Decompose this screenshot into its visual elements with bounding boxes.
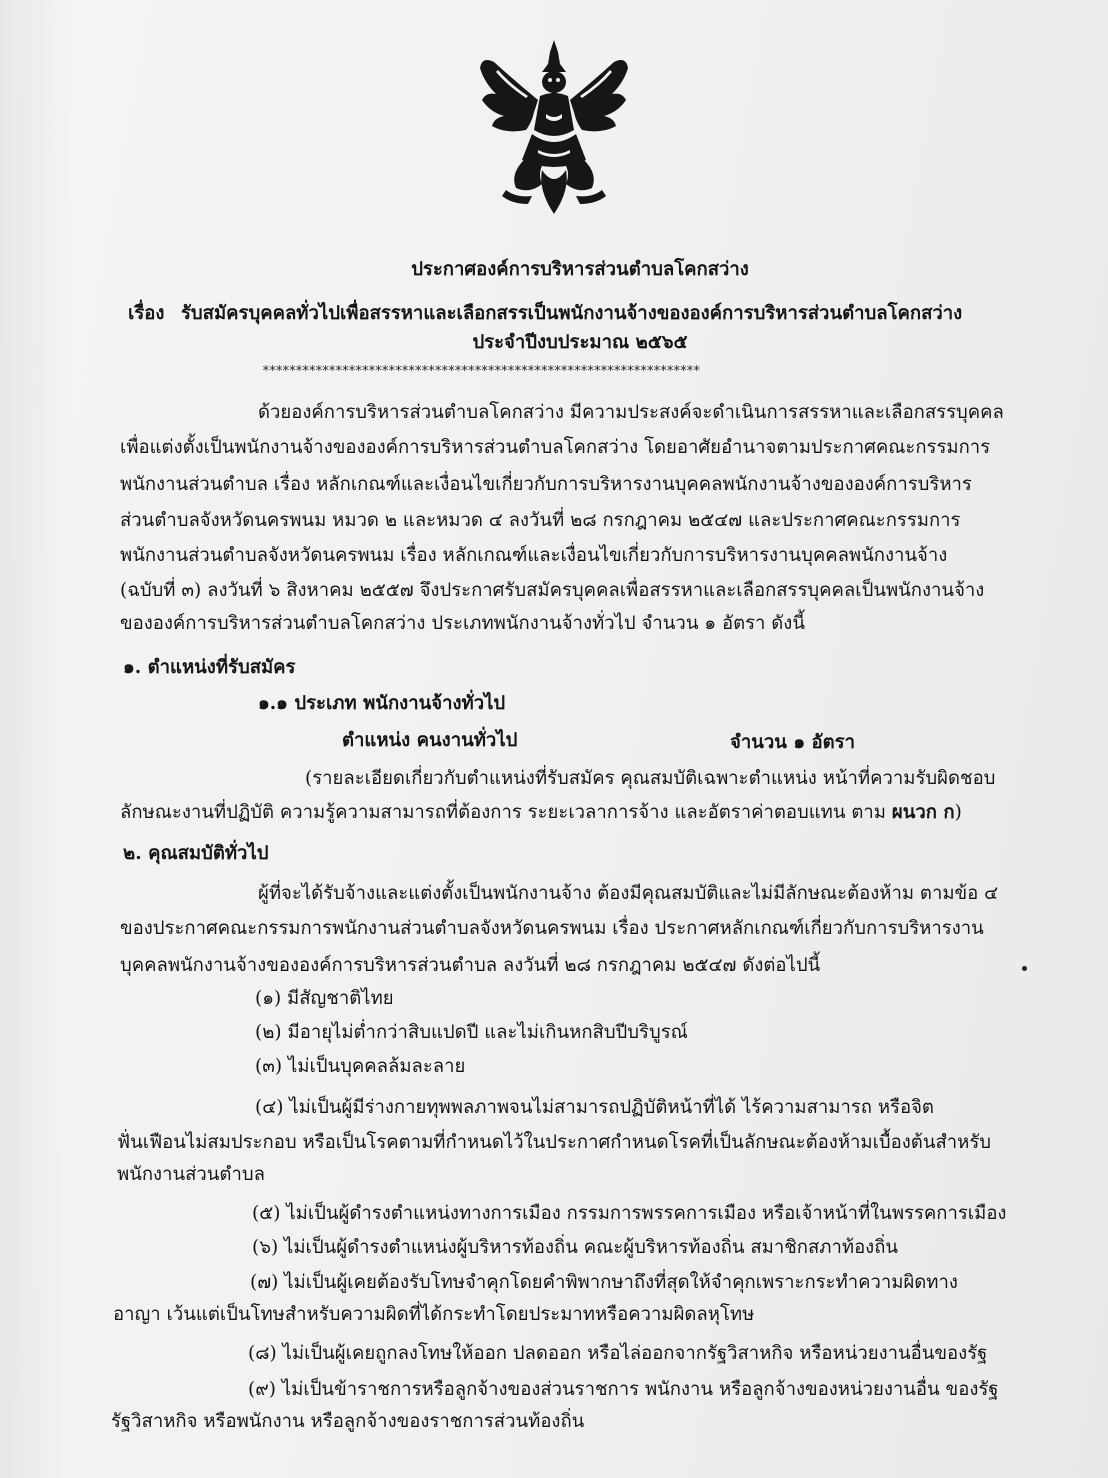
- ink-dot: [1022, 966, 1027, 971]
- qualification-item: (๖) ไม่เป็นผู้ดำรงตำแหน่งผู้บริหารท้องถิ่น คณะผู้บริหารท้องถิ่น สมาชิกสภาท้องถิ่น: [252, 1237, 899, 1258]
- fiscal-year: ประจำปีงบประมาณ ๒๕๖๕: [472, 332, 688, 353]
- subject-text: รับสมัครบุคคลทั่วไปเพื่อสรรหาและเลือกสรรเป็นพนักงานจ้างขององค์การบริหารส่วนตำบลโคกสว่าง: [181, 303, 963, 324]
- qualification-item: (๒) มีอายุไม่ต่ำกว่าสิบแปดปี และไม่เกินหกสิบปีบริบูรณ์: [255, 1022, 688, 1043]
- subject-label: เรื่อง: [128, 303, 165, 324]
- qualification-item: (๘) ไม่เป็นผู้เคยถูกลงโทษให้ออก ปลดออก หรือไล่ออกจากรัฐวิสาหกิจ หรือหน่วยงานอื่นของรัฐ: [248, 1343, 988, 1364]
- qualification-item: (๔) ไม่เป็นผู้มีร่างกายทุพพลภาพจนไม่สามารถปฏิบัติหน้าที่ได้ ไร้ความสามารถ หรือจิต: [255, 1097, 934, 1118]
- closing-paren: ): [954, 802, 962, 823]
- separator-line: ******************************************************************: [262, 365, 700, 379]
- intro-line: (ฉบับที่ ๓) ลงวันที่ ๖ สิงหาคม ๒๕๕๗ จึงประกาศรับสมัครบุคคลเพื่อสรรหาและเลือกสรรบุคคลเป็นพนักงานจ้าง: [120, 580, 985, 601]
- qualification-item: (๕) ไม่เป็นผู้ดำรงตำแหน่งทางการเมือง กรรมการพรรคการเมือง หรือเจ้าหน้าที่ในพรรคการเมือง: [252, 1203, 1007, 1224]
- intro-line: ด้วยองค์การบริหารส่วนตำบลโคกสว่าง มีความประสงค์จะดำเนินการสรรหาและเลือกสรรบุคคล: [258, 402, 1004, 423]
- annex-reference: ผนวก ก: [891, 802, 955, 823]
- position-detail-line: (รายละเอียดเกี่ยวกับตำแหน่งที่รับสมัคร คุณสมบัติเฉพาะตำแหน่ง หน้าที่ความรับผิดชอบ: [305, 768, 996, 789]
- page-title: ประกาศองค์การบริหารส่วนตำบลโคกสว่าง: [411, 259, 749, 280]
- section-2-intro-line: บุคคลพนักงานจ้างขององค์การบริหารส่วนตำบล ลงวันที่ ๒๘ กรกฎาคม ๒๕๔๗ ดังต่อไปนี้: [120, 955, 821, 976]
- section-1-sub-heading: ๑.๑ ประเภท พนักงานจ้างทั่วไป: [258, 693, 506, 714]
- intro-line: พนักงานส่วนตำบลจังหวัดนครพนม เรื่อง หลักเกณฑ์และเงื่อนไขเกี่ยวกับการบริหารงานบุคคลพนักงานจ้าง: [120, 545, 948, 566]
- qualification-item: (๙) ไม่เป็นข้าราชการหรือลูกจ้างของส่วนราชการ พนักงาน หรือลูกจ้างของหน่วยงานอื่น ของรัฐ: [248, 1379, 999, 1400]
- position-name: ตำแหน่ง คนงานทั่วไป: [342, 730, 518, 751]
- qualification-item: (๗) ไม่เป็นผู้เคยต้องรับโทษจำคุกโดยคำพิพากษาถึงที่สุดให้จำคุกเพราะกระทำความผิดทาง: [250, 1272, 958, 1293]
- intro-line: ส่วนตำบลจังหวัดนครพนม หมวด ๒ และหมวด ๔ ลงวันที่ ๒๘ กรกฎาคม ๒๕๔๗ และประกาศคณะกรรมการ: [120, 510, 961, 531]
- qualification-item-continued: ฟั่นเฟือนไม่สมประกอบ หรือเป็นโรคตามที่กำหนดไว้ในประกาศกำหนดโรคที่เป็นลักษณะต้องห้ามเบื้องต้นสำหรับ: [117, 1132, 992, 1153]
- position-detail-line: [120, 800, 962, 826]
- intro-line: พนักงานส่วนตำบล เรื่อง หลักเกณฑ์และเงื่อนไขเกี่ยวกับการบริหารงานบุคคลพนักงานจ้างขององค์การบริหาร: [120, 474, 972, 495]
- qualification-item-continued: รัฐวิสาหกิจ หรือพนักงาน หรือลูกจ้างของราชการส่วนท้องถิ่น: [111, 1411, 585, 1432]
- section-2-intro-line: ผู้ที่จะได้รับจ้างและแต่งตั้งเป็นพนักงานจ้าง ต้องมีคุณสมบัติและไม่มีลักษณะต้องห้าม ตามข้อ ๔: [258, 883, 999, 904]
- section-2-heading: ๒. คุณสมบัติทั่วไป: [123, 843, 269, 864]
- intro-line: ขององค์การบริหารส่วนตำบลโคกสว่าง ประเภทพนักงานจ้างทั่วไป จำนวน ๑ อัตรา ดังนี้: [120, 613, 805, 634]
- qualification-item-continued: พนักงานส่วนตำบล: [117, 1164, 265, 1185]
- position-count: จำนวน ๑ อัตรา: [730, 732, 855, 753]
- qualification-item: (๓) ไม่เป็นบุคคลล้มละลาย: [255, 1056, 466, 1077]
- position-detail-text: ลักษณะงานที่ปฏิบัติ ความรู้ความสามารถที่ต้องการ ระยะเวลาการจ้าง และอัตราค่าตอบแทน ตาม: [120, 802, 886, 823]
- qualification-item: (๑) มีสัญชาติไทย: [255, 988, 394, 1009]
- section-1-heading: ๑. ตำแหน่งที่รับสมัคร: [123, 657, 296, 678]
- intro-line: เพื่อแต่งตั้งเป็นพนักงานจ้างขององค์การบริหารส่วนตำบลโคกสว่าง โดยอาศัยอำนาจตามประกาศคณะกรรมการ: [120, 437, 991, 458]
- qualification-item-continued: อาญา เว้นแต่เป็นโทษสำหรับความผิดที่ได้กระทำโดยประมาทหรือความผิดลหุโทษ: [113, 1304, 755, 1325]
- section-2-intro-line: ของประกาศคณะกรรมการพนักงานส่วนตำบลจังหวัดนครพนม เรื่อง ประกาศหลักเกณฑ์เกี่ยวกับการบริหารงาน: [120, 918, 984, 939]
